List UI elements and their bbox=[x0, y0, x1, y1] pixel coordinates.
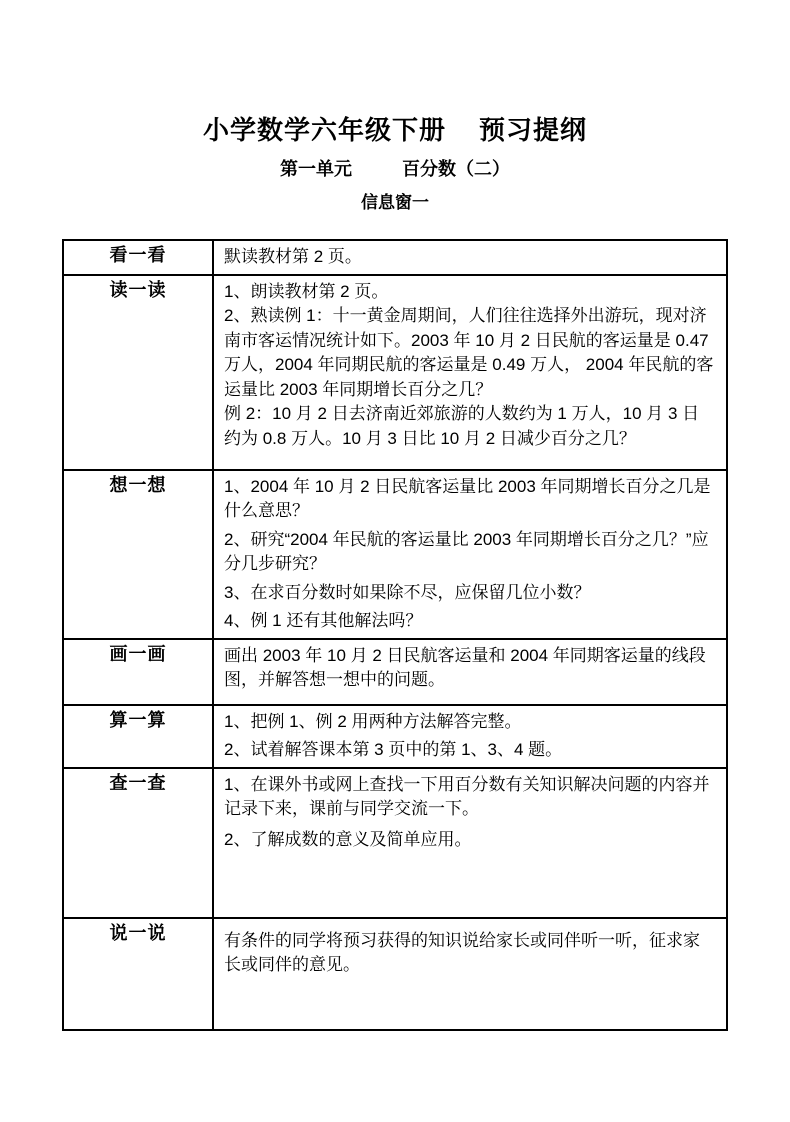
table-row-huayihua bbox=[63, 639, 727, 705]
row-content bbox=[213, 705, 727, 768]
content-paragraph: 1、朗读教材第 2 页。 bbox=[224, 281, 389, 301]
section-heading: 信息窗一 bbox=[361, 193, 429, 212]
content-paragraph: 1、在课外书或网上查找一下用百分数有关知识解决问题的内容并记录下来，课前与同学交流一下。 bbox=[224, 774, 710, 818]
content-paragraph: 4、例 1 还有其他解法吗？ bbox=[224, 611, 423, 630]
content-paragraph: 1、把例 1、例 2 用两种方法解答完整。 bbox=[224, 711, 522, 731]
table-row-shuoyishuo bbox=[63, 918, 727, 1030]
row-label: 读一读 bbox=[63, 275, 213, 470]
content-paragraph: 1、2004 年 10 月 2 日民航客运量比 2003 年同期增长百分之几是什么意思？ bbox=[224, 476, 711, 520]
content-paragraph: 例 2：10 月 2 日去济南近郊旅游的人数约为 1 万人，10 月 3 日约为 0.8 万人。10 月 3 日比 10 月 2 日减少百分之几？ bbox=[224, 404, 700, 448]
preview-outline-table bbox=[62, 239, 728, 1031]
table-row-kanyikan bbox=[63, 240, 727, 275]
row-label: 说一说 bbox=[63, 918, 213, 1030]
row-content bbox=[213, 639, 727, 705]
row-label: 算一算 bbox=[63, 705, 213, 768]
table-row-xiangyixiang bbox=[63, 470, 727, 639]
content-paragraph: 3、在求百分数时如果除不尽，应保留几位小数？ bbox=[224, 582, 591, 602]
row-content bbox=[213, 918, 727, 1030]
content-paragraph: 2、熟读例 1：十一黄金周期间，人们往往选择外出游玩，现对济南市客运情况统计如下。2003 年 10 月 2 日民航的客运量是 0.47 万人，2004 年同期民航的客运量是 0.49 万人， 2004 年民航的客运量比 2003 年同期增长百分之几？ bbox=[224, 306, 714, 399]
row-content bbox=[213, 240, 727, 275]
table-row-suanyisuan bbox=[63, 705, 727, 768]
content-paragraph: 默读教材第 2 页。 bbox=[224, 247, 362, 266]
content-paragraph: 有条件的同学将预习获得的知识说给家长或同伴听一听，征求家长或同伴的意见。 bbox=[224, 930, 700, 974]
content-paragraph: 2、试着解答课本第 3 页中的第 1、3、4 题。 bbox=[224, 740, 563, 759]
row-label: 想一想 bbox=[63, 470, 213, 639]
content-paragraph: 2、研究“2004 年民航的客运量比 2003 年同期增长百分之几？”应分几步研究？ bbox=[224, 529, 709, 573]
row-content bbox=[213, 275, 727, 470]
unit-subtitle: 第一单元 百分数（二） bbox=[279, 159, 510, 179]
row-label: 看一看 bbox=[63, 240, 213, 275]
row-label: 查一查 bbox=[63, 768, 213, 918]
page-title: 小学数学六年级下册 预习提纲 bbox=[203, 115, 587, 145]
content-paragraph: 2、了解成数的意义及简单应用。 bbox=[224, 829, 472, 849]
table-row-chayicha bbox=[63, 768, 727, 918]
row-label: 画一画 bbox=[63, 639, 213, 705]
row-content bbox=[213, 768, 727, 918]
table-row-duyidu bbox=[63, 275, 727, 470]
content-paragraph: 画出 2003 年 10 月 2 日民航客运量和 2004 年同期客运量的线段图，并解答想一想中的问题。 bbox=[224, 645, 706, 689]
row-content bbox=[213, 470, 727, 639]
